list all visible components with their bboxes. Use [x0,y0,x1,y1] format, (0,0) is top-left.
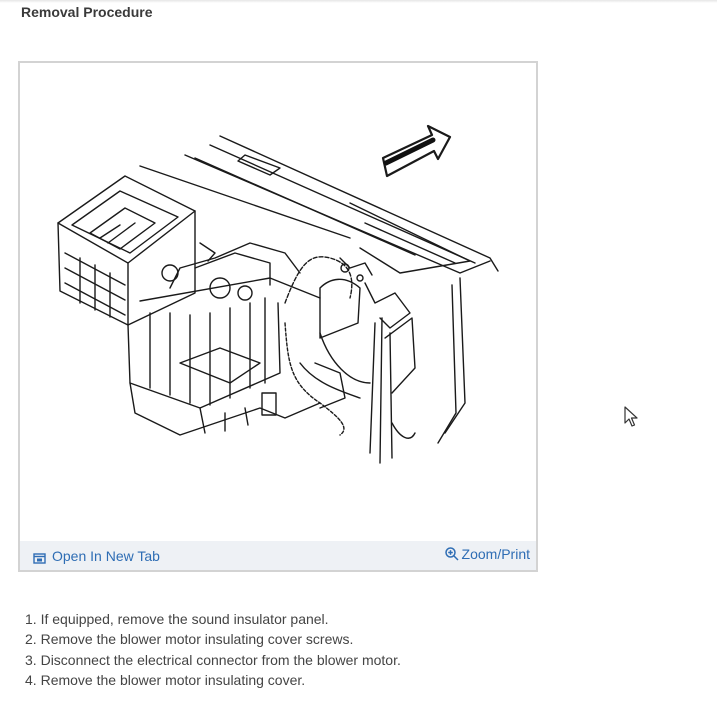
step-text: If equipped, remove the sound insulator panel. [40,611,329,627]
zoom-print-label: Zoom/Print [461,546,530,562]
diagram-image [20,63,536,541]
figure-container [18,61,538,572]
mouse-cursor-icon [624,406,638,428]
open-in-new-tab-link[interactable] [33,548,160,564]
direction-arrow [383,126,450,176]
step-number: 2. [25,631,37,648]
step-text: Disconnect the electrical connector from the blower motor. [40,651,401,668]
procedure-steps [25,609,401,690]
zoom-print-link[interactable] [445,546,530,562]
step-text: Remove the blower motor insulating cover screws. [40,631,354,648]
open-tab-icon [33,551,46,562]
open-tab-label: Open In New Tab [52,548,160,564]
step-number: 3. [25,651,37,668]
figure-toolbar [20,541,536,570]
list-item [25,650,401,670]
zoom-in-icon [445,547,459,561]
step-number: 1. [25,611,37,627]
section-heading: Removal Procedure [21,4,153,20]
step-text: Remove the blower motor insulating cover. [40,671,306,688]
list-item [25,609,401,629]
top-shadow [0,0,717,3]
step-number: 4. [25,671,37,688]
list-item [25,670,401,690]
list-item [25,629,401,649]
